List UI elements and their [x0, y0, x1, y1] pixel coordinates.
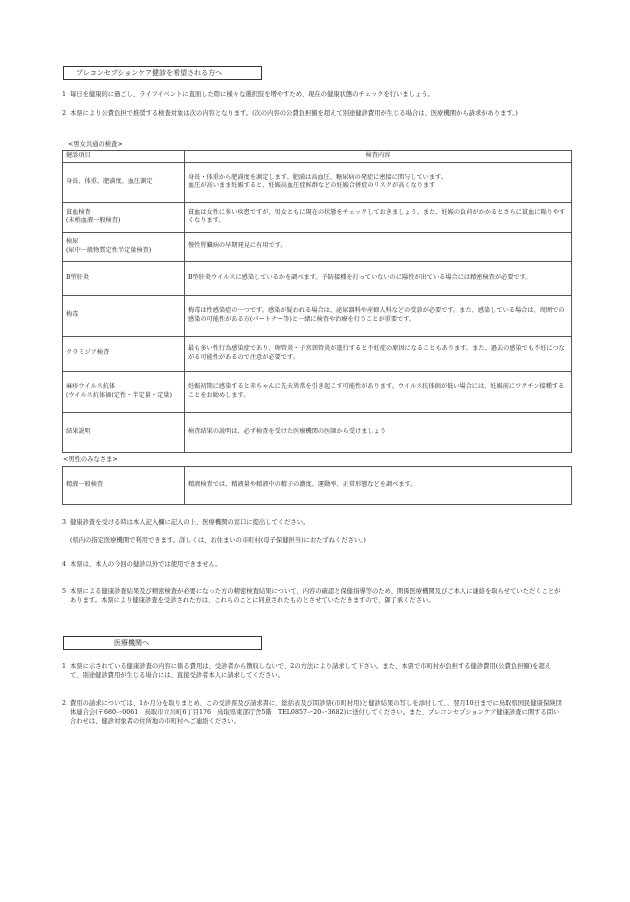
paragraph-number: 1 [62, 91, 67, 98]
table-row [63, 295, 572, 336]
paragraph-4 [62, 560, 562, 569]
paragraph-5 [62, 587, 562, 605]
row-item: 身長、体重、肥満度、血圧測定 [63, 162, 185, 202]
institution-paragraph-2 [62, 699, 562, 726]
common-exam-label: <男女共通の検査> [68, 141, 123, 148]
header-item: 健診項目 [63, 151, 185, 163]
row-content: 妊娠初期に感染すると赤ちゃんに先天異常を引き起こす可能性があります。ウイルス抗体価が低い場合には、妊娠前にワクチン接種することをお勧めします。 [185, 371, 572, 412]
table-row [63, 467, 572, 505]
row-content: 最も多い性行為感染症であり、卵管炎・子宮頸管炎が進行すると不妊症の原因になることもあります。また、過去の感染でも不妊につながる可能性があるので注意が必要です。 [185, 336, 572, 371]
male-exam-label: <男性のみなさま> [63, 456, 118, 463]
common-exam-table [62, 150, 572, 453]
paragraph-number: 5 [62, 588, 67, 595]
row-content: 精液検査では、精液量や精液中の精子の濃度、運動率、正常形態などを調べます。 [185, 467, 572, 505]
paragraph-number: 1 [62, 663, 67, 670]
paragraph-text: 本票により公費負担で推奨する検査対象は次の内容となります。(次の内容の公費負担額を超えて別途健診費用が生じる場合は、医療機関から請求があります。) [70, 110, 518, 117]
row-content: 貧血は女性に多い疾患ですが、男女ともに現在の状態をチェックしておきましょう。また、妊娠の負荷がかかるとさらに貧血に陥りやすくなります。 [185, 202, 572, 232]
row-content: 梅毒は性感染症の一つです。感染が疑われる場合は、泌尿器科や産婦人科などの受診が必要です。また、感染している場合は、周囲での感染の可能性がある方(パートナー等)と一緒に検査や治療を行うことが重要です。 [185, 295, 572, 336]
table-row [63, 412, 572, 452]
paragraph-2 [62, 109, 562, 118]
row-item: クラミジア検査 [63, 336, 185, 371]
paragraph-3-note: (県内の指定医療機関で利用できます。詳しくは、お住まいの市町村(母子保健担当)におたずねください。) [70, 537, 366, 544]
paragraph-text: 本票による健康診査結果及び精密検査が必要になった方の精密検査結果について、内容の確認と保健指導等のため、関係医療機関及びご本人に連絡を取らせていただくことがあります。本票により健康診査を受診された方は、これらのことに同意されたものとさせていただきますので、御了承ください。 [70, 588, 561, 605]
row-item: 精液一般検査 [63, 467, 185, 505]
table-row [63, 202, 572, 232]
row-item: 梅毒 [63, 295, 185, 336]
row-content: B型肝炎ウイルスに感染しているかを調べます。予防接種を打っていないのに陽性が出ている場合には精密検査が必要です。 [185, 261, 572, 295]
row-content: 検査結果の説明は、必ず検査を受けた医療機関の医師から受けましょう [185, 412, 572, 452]
paragraph-text: 本票は、本人の今回の健診以外では使用できません。 [70, 561, 222, 568]
row-item: B型肝炎 [63, 261, 185, 295]
row-item: 検尿 (尿中一般物質定性半定量検査) [63, 232, 185, 261]
paragraph-number: 4 [62, 561, 67, 568]
institution-paragraph-1 [62, 662, 562, 680]
paragraph-1 [62, 90, 562, 99]
table-row [63, 232, 572, 261]
table-row [63, 336, 572, 371]
row-content: 身長・体重から肥満度を測定します。肥満は高血圧、糖尿病の発症に密接に関与しています。 血圧が高いまま妊娠すると、妊娠高血圧症候群などの妊娠合併症のリスクが高くなります [185, 162, 572, 202]
paragraph-number: 3 [62, 519, 67, 526]
row-item: 麻疹ウイルス抗体 (ウイルス抗体価(定性・半定量・定量) [63, 371, 185, 412]
paragraph-3 [62, 518, 562, 527]
paragraph-text: 費用の請求については、1か月分を取りまとめ、この受診票及び請求書に、総括表及び問診票(市町村用)と健診結果の写しを添付して、、翌月10日までに鳥取県国民健康保険団体連合会(〒680ー0061 鳥取市立川町6丁目176 鳥取県東部庁舎5階 TEL0857ー20ー3682)に送付してください。また、プレコンセプションケア健康診査に関する問い合わせは、健診対象者の住所地の市町村へご連絡ください。 [70, 700, 562, 726]
paragraph-number: 2 [62, 110, 67, 117]
row-item: 結果説明 [63, 412, 185, 452]
table-row [63, 261, 572, 295]
paragraph-text: 毎日を健康的に過ごし、ライフイベントに直面した際に様々な選択肢を増やすため、現在の健康状態のチェックを行いましょう。 [70, 91, 434, 98]
paragraph-number: 2 [62, 700, 67, 707]
paragraph-text: 本票に示されている健康診査の内容に係る費用は、受診者から徴収しないで、2の方法により請求して下さい。また、本票で市町村が負担する健診費用(公費負担額)を超えて、別途健診費用が生じる場合には、直接受診者本人に請求してください。 [70, 663, 552, 680]
paragraph-text: 健康診査を受ける時は本人記入欄に記入の上、医療機関の窓口に提出してください。 [70, 519, 310, 526]
row-item: 貧血検査 (末梢血液一般検査) [63, 202, 185, 232]
section-title-preconception: プレコンセプションケア健診を希望される方へ [63, 66, 262, 80]
table-row [63, 162, 572, 202]
male-exam-table [62, 466, 572, 505]
table-row [63, 371, 572, 412]
row-content: 慢性腎臓病の早期発見に有用です。 [185, 232, 572, 261]
header-content: 検査内容 [185, 151, 572, 163]
section-title-medical-institution: 医療機関へ [63, 636, 262, 650]
